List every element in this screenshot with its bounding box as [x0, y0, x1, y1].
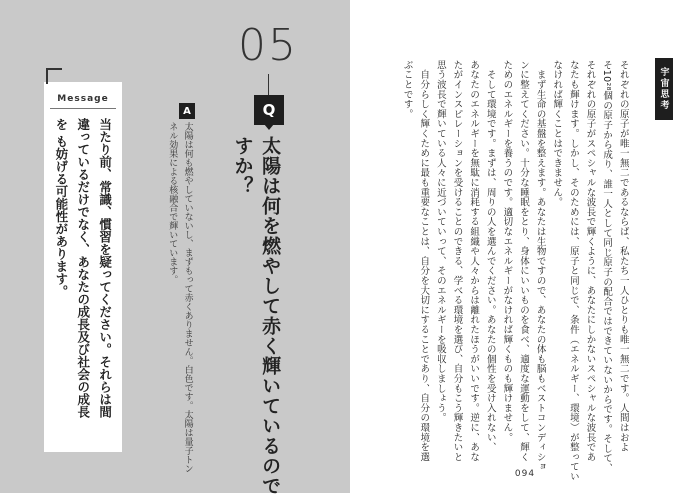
question-connector-line: [268, 74, 269, 96]
body-text: それぞれの原子が唯一無二であるならば、私たち一人ひとりも唯一無二です。人間はおよ そ10²⁸個の原子から成り、誰一人として同じ原子の配合ではできていないからです。そして、 それぞれの原子がスペシャルな波長で輝くように、あなたにしかないスペシャルな波長であ なたも輝けます。しかし、そのためには、原子と同じで、条件（エネルギー、環境）が整ってい なければ輝くことはできません。 まず生命の基盤を整えます。あなたは生物ですので、あなたの体も脳もベストコンディショ ンに整えてください。十分な睡眠をとり、身体にいいものを食べ、適度な運動をして、輝く ためのエネルギーを養うのです。適切なエネルギーがなければ輝くものも輝けません。 そして環境です。まずは、周りの人を選んでください。あなたの個性を受け入れない、 あなたのエネルギーを無駄に消耗する組織や人々からは離れたほうがいいです。逆に、あな たがインスピレーションを受けることのできる、学べる環境を選び、自分もこう輝きたいと 思う波長で輝いている人々に近づいていって、そのエネルギーを吸収しましょう。 自分らしく輝くために最も重要なことは、自分を大切にすることであり、自分の環境を選 ぶことです。: [401, 60, 629, 482]
message-text: 当たり前、常識、慣習を疑ってください。それらは間 違っているだけでなく、あなたの成長及び社会の成長 を も妨げる可能性があります。: [53, 118, 113, 418]
message-divider: [50, 108, 116, 109]
answer-badge: A: [179, 103, 195, 119]
message-corner-mark: [46, 68, 62, 84]
chapter-number: 05: [238, 20, 298, 71]
question-badge-pointer: [264, 124, 274, 130]
answer-text: 太陽は何も燃やしていないし、まずもって赤くありません。白色です。太陽は量子トン ネル効果による核融合で輝いています。: [167, 122, 193, 473]
page-number: 094: [514, 469, 536, 479]
message-label: Message: [57, 94, 109, 104]
question-text: 太陽は何を燃やして赤く輝いているので すか？: [231, 136, 282, 496]
section-tab: 宇宙思考: [655, 58, 673, 120]
question-badge: Q: [254, 95, 284, 125]
